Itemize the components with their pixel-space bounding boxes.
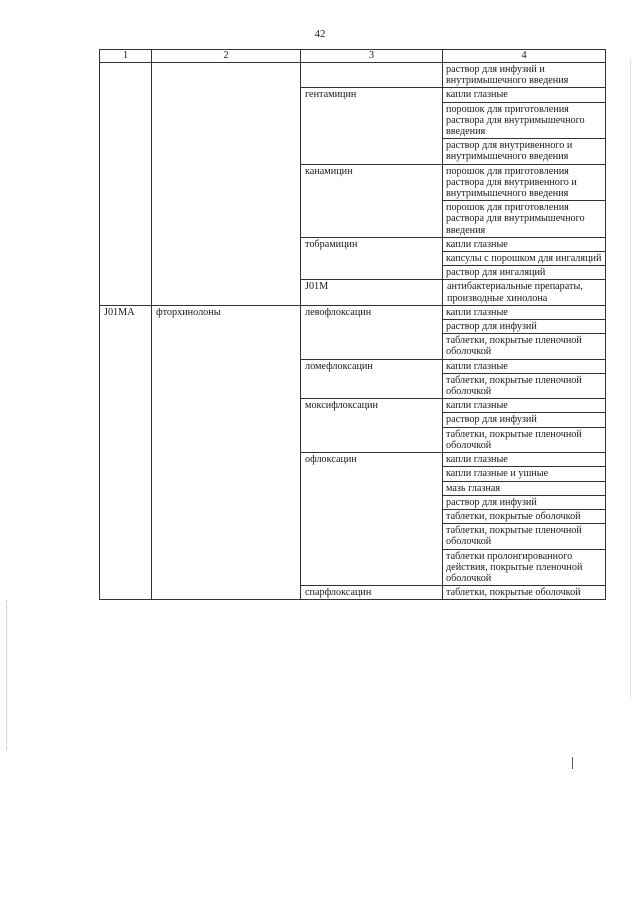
dosage-form-cell: таблетки, покрытые пленочной оболочкой xyxy=(443,334,606,359)
dosage-form-cell: капли глазные и ушные xyxy=(443,467,606,481)
dosage-form-cell: порошок для приготовления раствора для внутримышечного введения xyxy=(443,102,606,139)
margin-mark xyxy=(572,757,573,769)
drug-name-cell: спарфлоксацин xyxy=(301,586,443,600)
group-cell: антибактериальные препараты, производные хинолона xyxy=(443,280,606,305)
drug-table-container xyxy=(99,49,606,600)
drug-name-cell: тобрамицин xyxy=(301,237,443,280)
dosage-form-cell: таблетки, покрытые оболочкой xyxy=(443,509,606,523)
header-col-2: 2 xyxy=(152,50,301,63)
scan-edge-mark-right xyxy=(630,60,632,700)
dosage-form-cell: капли глазные xyxy=(443,359,606,373)
dosage-form-cell: порошок для приготовления раствора для внутривенного и внутримышечного введения xyxy=(443,164,606,201)
drug-name-cell: канамицин xyxy=(301,164,443,237)
drug-name-cell: гентамицин xyxy=(301,88,443,164)
table-row xyxy=(100,63,606,88)
page-number: 42 xyxy=(314,28,326,40)
dosage-form-cell: капсулы с порошком для ингаляций xyxy=(443,252,606,266)
header-row xyxy=(100,50,606,63)
drug-name-cell: моксифлоксацин xyxy=(301,399,443,453)
table-row xyxy=(100,305,606,319)
code-cell: J01M xyxy=(301,280,443,305)
dosage-form-cell: раствор для инфузий xyxy=(443,413,606,427)
code-cell: J01MA xyxy=(100,305,152,599)
drug-name-cell: ломефлоксацин xyxy=(301,359,443,399)
dosage-form-cell: капли глазные xyxy=(443,399,606,413)
group-cell: фторхинолоны xyxy=(152,305,301,599)
dosage-form-cell: таблетки, покрытые пленочной оболочкой xyxy=(443,524,606,549)
dosage-form-cell: порошок для приготовления раствора для внутримышечного введения xyxy=(443,201,606,238)
dosage-form-cell: мазь глазная xyxy=(443,481,606,495)
dosage-form-cell: таблетки, покрытые пленочной оболочкой xyxy=(443,373,606,398)
dosage-form-cell: таблетки пролонгированного действия, покрытые пленочной оболочкой xyxy=(443,549,606,586)
dosage-form-cell: раствор для ингаляций xyxy=(443,266,606,280)
header-col-3: 3 xyxy=(301,50,443,63)
header-col-1: 1 xyxy=(100,50,152,63)
dosage-form-cell: раствор для инфузий xyxy=(443,495,606,509)
drug-name-cell xyxy=(301,63,443,88)
dosage-form-cell: таблетки, покрытые оболочкой xyxy=(443,586,606,600)
header-col-4: 4 xyxy=(443,50,606,63)
drug-name-cell: левофлоксацин xyxy=(301,305,443,359)
scan-edge-mark xyxy=(6,600,8,750)
dosage-form-cell: капли глазные xyxy=(443,305,606,319)
dosage-form-cell: таблетки, покрытые пленочной оболочкой xyxy=(443,427,606,452)
dosage-form-cell: раствор для инфузий xyxy=(443,320,606,334)
dosage-form-cell: капли глазные xyxy=(443,88,606,102)
code-cell xyxy=(100,63,152,306)
dosage-form-cell: капли глазные xyxy=(443,453,606,467)
dosage-form-cell: раствор для инфузий и внутримышечного введения xyxy=(443,63,606,88)
dosage-form-cell: раствор для внутривенного и внутримышечного введения xyxy=(443,139,606,164)
drug-name-cell: офлоксацин xyxy=(301,453,443,586)
dosage-form-cell: капли глазные xyxy=(443,237,606,251)
drug-table xyxy=(99,49,606,600)
group-cell xyxy=(152,63,301,306)
